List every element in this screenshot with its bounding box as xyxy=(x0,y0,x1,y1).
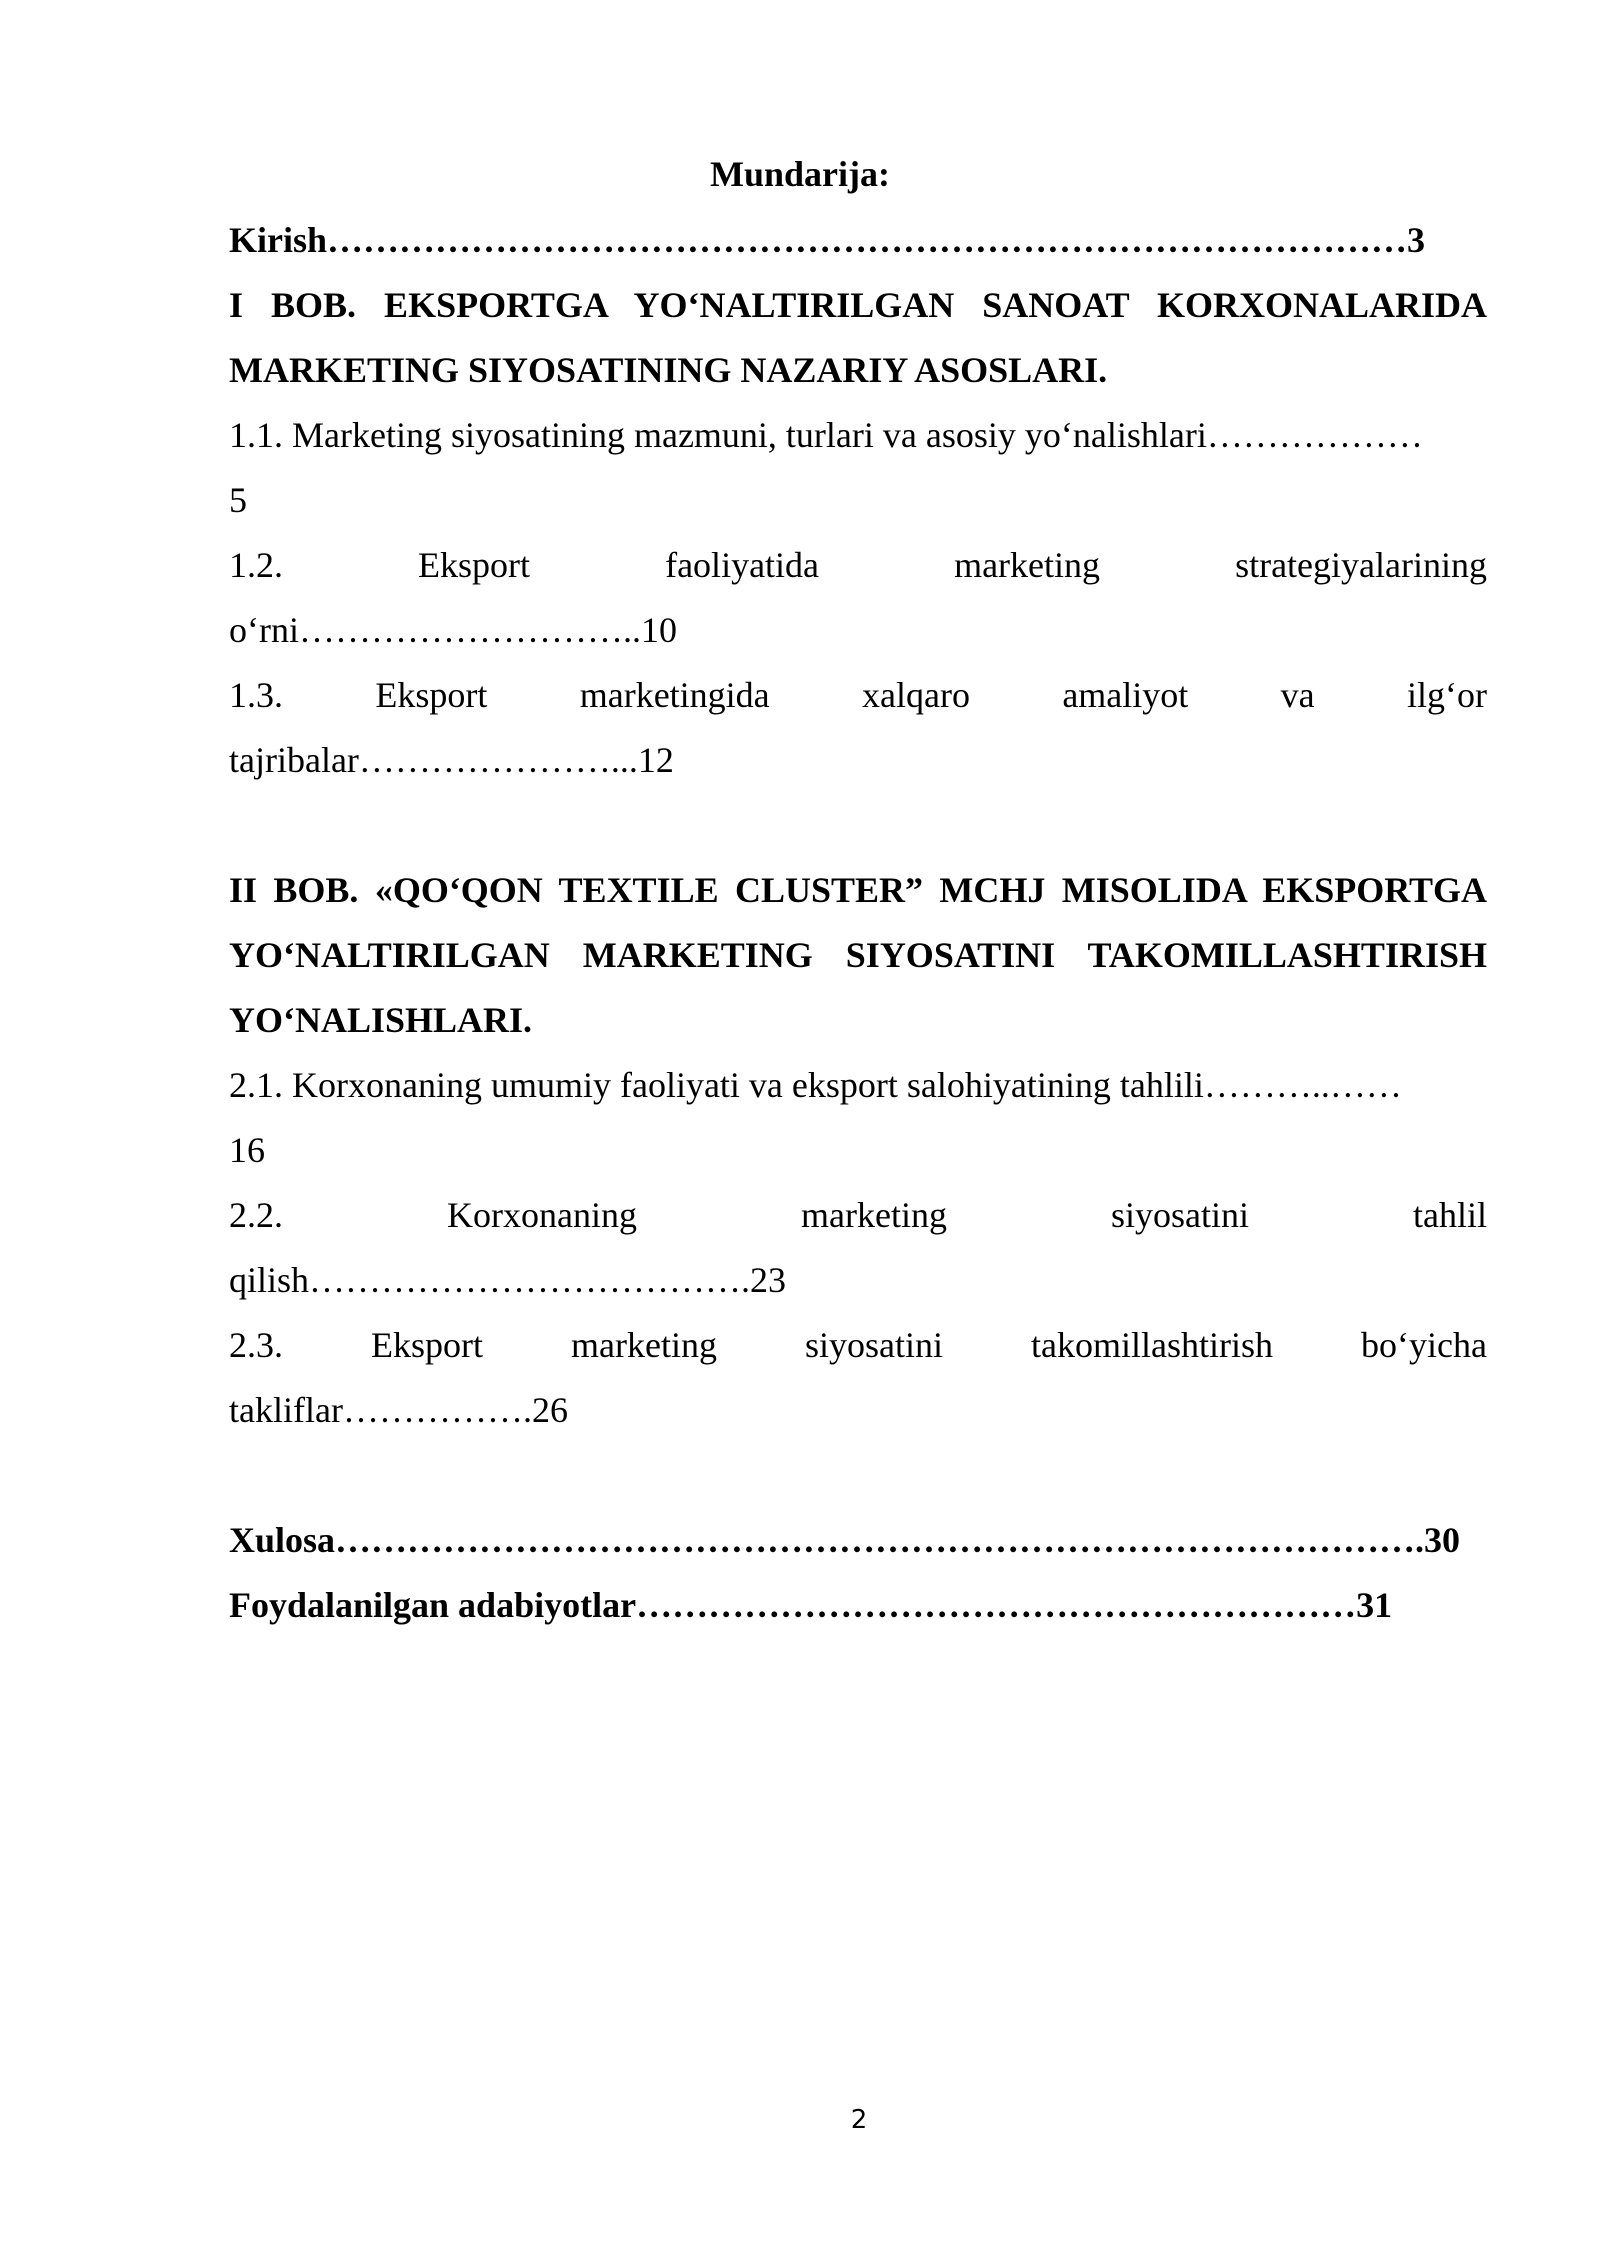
toc-entry-intro: Kirish………………………………………………………………………………3 xyxy=(229,220,1426,260)
page-number: 2 xyxy=(850,2105,868,2135)
chapter-2-heading-line-1 xyxy=(229,868,1487,912)
toc-entry-1-2-line-1 xyxy=(229,543,1487,587)
toc-entry-references: Foydalanilgan adabiyotlar……………………………………………………31 xyxy=(229,1585,1393,1625)
toc-word: va xyxy=(1280,675,1315,715)
toc-entry-1-2-line-2: o‘rni………………………..10 xyxy=(229,610,677,650)
toc-word: tahlil xyxy=(1413,1195,1487,1235)
toc-entry-1-1-line-1: 1.1. Marketing siyosatining mazmuni, turlari va asosiy yo‘nalishlari……………… xyxy=(229,415,1423,455)
toc-entry-2-3-line-2: takliflar…………….26 xyxy=(229,1390,568,1430)
toc-entry-2-1-page: 16 xyxy=(229,1130,265,1170)
toc-word: marketingida xyxy=(579,675,770,715)
toc-word: 2.2. xyxy=(229,1195,283,1235)
toc-word: amaliyot xyxy=(1062,675,1189,715)
toc-word: xalqaro xyxy=(862,675,970,715)
chapter-1-heading-line-1 xyxy=(229,283,1487,327)
toc-word: 2.3. xyxy=(229,1325,283,1365)
toc-entry-conclusion: Xulosa……………………………………………………………………………….30 xyxy=(229,1520,1461,1560)
toc-word: marketing xyxy=(571,1325,717,1365)
chapter-2-heading-line-2 xyxy=(229,933,1487,977)
toc-word: faoliyatida xyxy=(665,545,820,585)
toc-word: 1.3. xyxy=(229,675,283,715)
toc-word: bo‘yicha xyxy=(1361,1325,1487,1365)
toc-entry-2-3-line-1 xyxy=(229,1323,1487,1367)
chapter-1-heading-text: I BOB. EKSPORTGA YO‘NALTIRILGAN SANOAT KORXONALARIDA xyxy=(229,285,1487,325)
toc-word: siyosatini xyxy=(1110,1195,1249,1235)
toc-entry-2-1-line-1: 2.1. Korxonaning umumiy faoliyati va eksport salohiyatining tahlili………..…… xyxy=(229,1065,1402,1105)
toc-word: Eksport xyxy=(418,545,531,585)
toc-word: ilg‘or xyxy=(1407,675,1487,715)
chapter-2-heading-text: II BOB. «QO‘QON TEXTILE CLUSTER” MCHJ MISOLIDA EKSPORTGA xyxy=(229,870,1487,910)
toc-entry-1-3-line-2: tajribalar…………………...12 xyxy=(229,740,674,780)
chapter-1-heading-line-2: MARKETING SIYOSATINING NAZARIY ASOSLARI. xyxy=(229,350,1108,390)
toc-word: takomillashtirish xyxy=(1031,1325,1274,1365)
toc-word: strategiyalarining xyxy=(1235,545,1487,585)
chapter-2-heading-line-3: YO‘NALISHLARI. xyxy=(229,1000,533,1040)
toc-word: marketing xyxy=(954,545,1101,585)
toc-title: Mundarija: xyxy=(710,154,890,194)
toc-entry-2-2-line-2: qilish……………………………….23 xyxy=(229,1260,787,1300)
chapter-2-heading-text: YO‘NALTIRILGAN MARKETING SIYOSATINI TAKOMILLASHTIRISH xyxy=(229,935,1487,975)
toc-entry-1-1-page: 5 xyxy=(229,480,247,520)
toc-word: marketing xyxy=(801,1195,947,1235)
toc-word: 1.2. xyxy=(229,545,283,585)
toc-word: siyosatini xyxy=(805,1325,944,1365)
toc-entry-2-2-line-1 xyxy=(229,1193,1487,1237)
toc-word: Eksport xyxy=(371,1325,484,1365)
toc-word: Eksport xyxy=(375,675,488,715)
toc-entry-1-3-line-1 xyxy=(229,673,1487,717)
toc-word: Korxonaning xyxy=(447,1195,637,1235)
